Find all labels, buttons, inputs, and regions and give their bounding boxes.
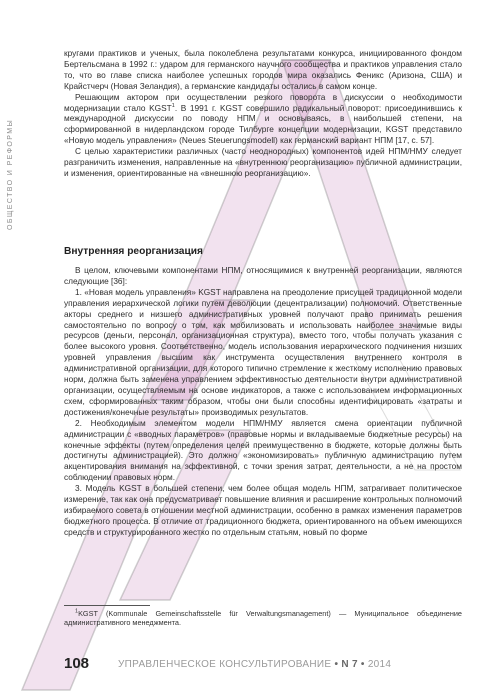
page-number: 108: [64, 655, 90, 672]
intro-paragraph: [64, 92, 462, 147]
intro-text-block: [64, 48, 462, 179]
footnote-text: KGST (Kommunale Gemeinschaftsstelle für Verwaltungsmanagement) — Муниципальное объединение административного менеджмента.: [64, 609, 462, 628]
side-label-text: ОБЩЕСТВО И РЕФОРМЫ: [7, 118, 14, 230]
body-paragraph: 3. Модель KGST в большей степени, чем более общая модель НПМ, затрагивает политическое измерение, так как она предусматривает повышение влияния и расширение контрольных полномочий избираемого совета в отношении местной администрации, особенно в рамках изменения параметров бюджетного процесса. В отличие от традиционного бюджета, ориентированного на объем имеющихся средств и структурированного жестко по отдельным статьям, новый по форме: [64, 483, 462, 537]
body-text-block: [64, 265, 462, 538]
intro-paragraph-text: . В 1991 г. KGST совершило радикальный поворот: присоединившись к международной дискуссии по поводу НПМ и основываясь, в наибольшей степени, на сформированной в нидерландском городе Тилбурге концепции модернизации, KGST представило «Новую модель управления» (Neues Steuerungsmodell) как германский вариант НПМ [17, с. 57].: [64, 102, 462, 146]
footnote-number: 1: [75, 608, 79, 615]
intro-paragraph-text: Решающим актором при осуществлении резкого поворота в дискуссии о необходимости модернизации стало KGST: [64, 91, 462, 113]
journal-name: УПРАВЛЕНЧЕСКОЕ КОНСУЛЬТИРОВАНИЕ: [118, 659, 332, 670]
footnote: [64, 609, 462, 628]
section-heading: Внутренняя реорганизация: [64, 246, 203, 257]
journal-footer: [118, 659, 391, 670]
issue-number: • N 7 •: [334, 659, 365, 670]
body-paragraph: В целом, ключевыми компонентами НПМ, относящимися к внутренней реорганизации, являются следующие [36]:: [64, 265, 462, 286]
footnote-divider: [64, 605, 150, 606]
footnote-marker: 1: [171, 102, 175, 109]
section-side-label: [6, 40, 18, 230]
intro-paragraph: С целью характеристики различных (часто неоднородных) компонентов идей НПМ/НМУ следует разграничить изменения, направленные на «внутреннюю реорганизацию» публичной администрации, и изменения, ориентированные на «внешнюю реорганизацию».: [64, 146, 462, 178]
body-paragraph: 1. «Новая модель управления» KGST направлена на преодоление присущей традиционной модели управления иерархической логики путем деволюции (децентрализации) полномочий. Ответственные акторы среднего и низшего административных уровней получают право принимать решения самостоятельно по вопросу о том, как мобилизовать и использовать наиболее значимые виды ресурсов (деньги, персонал, организационная структура), вместо того, чтобы получать указания с более высокого уровня. Соответственно, модель использования иерархического подчинения низших уровней управления высшим как инструмента осуществления внутреннего контроля в административной организации, для которого типично стремление к жесткому исполнению правовых норм, должна быть заменена управлением эффективностью деятельности внутри административной организации, осуществляемым на основе индикаторов, а также с использованием информационных схем, сформированных таким образом, чтобы они были способны идентифицировать «затраты и достижения/конечные результаты» производимых результатов.: [64, 286, 462, 417]
intro-paragraph: кругами практиков и ученых, была поколеблена результатами конкурса, инициированного фондом Бертельсмана в 1992 г.: ударом для германского научного сообщества и практиков управления стало то, что во главе списка наиболее успешных городов мира оказались Феникс (Аризона, США) и Крайстчерч (Новая Зеландия), а германские кандидаты остались в самом конце.: [64, 48, 462, 91]
body-paragraph: 2. Необходимым элементом модели НПМ/НМУ является смена ориентации публичной администрации с «вводных параметров» (правовые нормы и вкладываемые бюджетные ресурсы) на конечные эффекты (путем определения целей преимущественно в бюджете, которые должны быть достигнуты администрацией). Это должно «экономизировать» публичную администрацию путем акцентирования внимания на эффективной, с точки зрения затрат, деятельности, а не на простом соблюдении правовых норм.: [64, 417, 462, 483]
issue-year: 2014: [367, 659, 392, 670]
